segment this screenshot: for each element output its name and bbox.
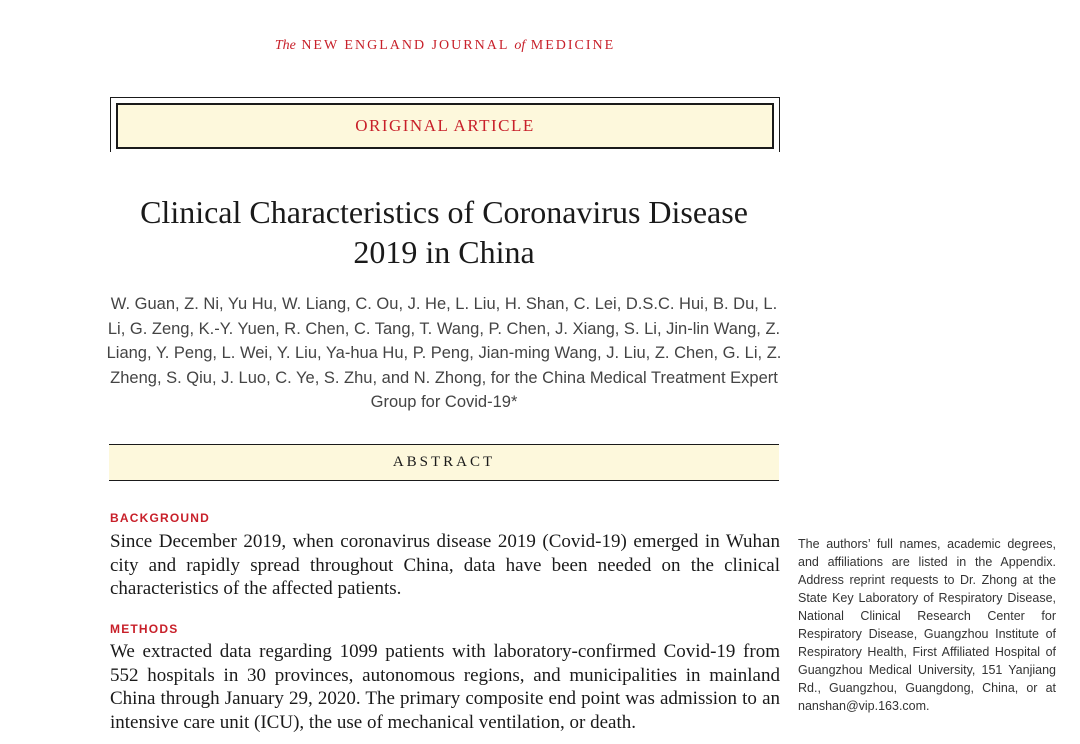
masthead-medicine: MEDICINE [530,38,616,53]
methods-heading: METHODS [110,622,179,636]
masthead-the: The [274,38,296,53]
background-heading: BACKGROUND [110,511,210,525]
article-title: Clinical Characteristics of Coronavirus Disease 2019 in China [140,194,748,270]
methods-text: We extracted data regarding 1099 patients with laboratory-confirmed Covid-19 from 552 hospitals in 30 provinces, autonomous regions, and municipalities in mainland China through January 29, 2020. The primary composite end point was admission to an intensive care unit (ICU), the use of mechanical ventilation, or death. [110,641,780,733]
journal-masthead [0,38,890,54]
masthead-journal: NEW ENGLAND JOURNAL [301,38,509,53]
author-affiliation-note: The authors’ full names, academic degrees, and affiliations are listed in the Appendix. Address reprint requests to Dr. Zhong at the State Key Laboratory of Respiratory Disease, National Clinical Research Center for Respiratory Disease, Guangzhou Institute of Respiratory Health, First Affiliated Hospital of Guangzhou Medical University, 151 Yanjiang Rd., Guangzhou, Guangdong, China, or at nanshan@vip.163.com. [798,537,1056,713]
author-list: W. Guan, Z. Ni, Yu Hu, W. Liang, C. Ou, J. He, L. Liu, H. Shan, C. Lei, D.S.C. Hui, B. Du, L. Li, G. Zeng, K.-Y. Yuen, R. Chen, C. Tang, T. Wang, P. Chen, J. Xiang, S. Li, Jin-lin Wang, Z. Liang, Y. Peng, L. Wei, Y. Liu, Ya-hua Hu, P. Peng, Jian-ming Wang, J. Liu, Z. Chen, G. Li, Z. Zheng, S. Qiu, J. Luo, C. Ye, S. Zhu, and N. Zhong, for the China Medical Treatment Expert Group for Covid-19* [106,295,782,411]
abstract-heading: ABSTRACT [109,444,779,481]
background-text: Since December 2019, when coronavirus disease 2019 (Covid-19) emerged in Wuhan city and rapidly spread throughout China, data have been needed on the clinical characteristics of the affected patients. [110,531,780,599]
masthead-of: of [514,38,526,53]
article-type-label: ORIGINAL ARTICLE [116,103,774,149]
